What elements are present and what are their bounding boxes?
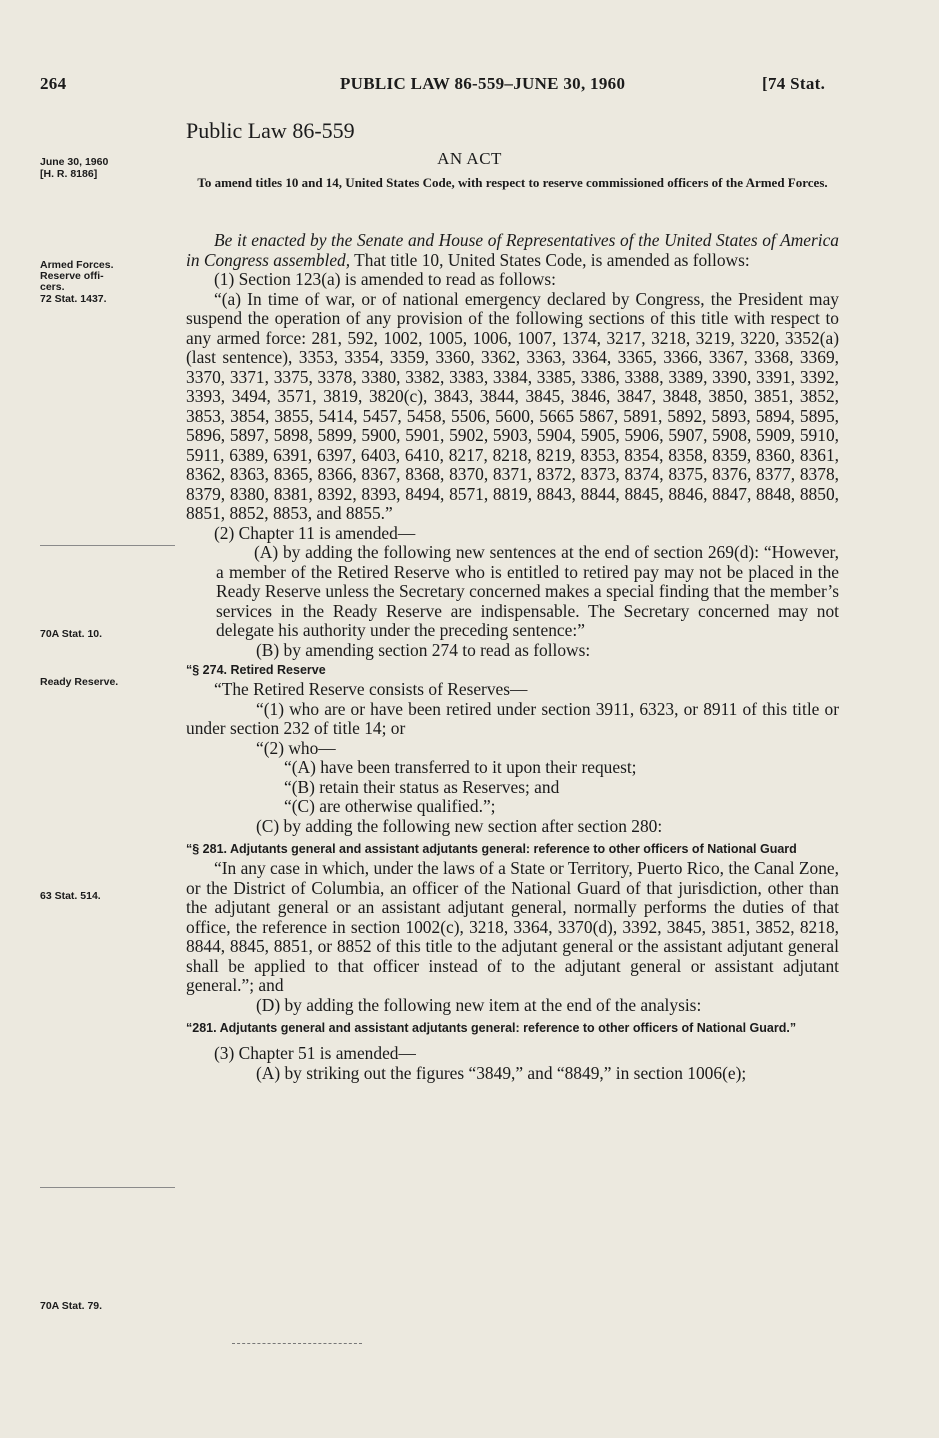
margin-subject-2: Reserve offi- xyxy=(40,270,104,282)
paragraph-2b: (B) by amending section 274 to read as follows: xyxy=(256,639,591,660)
section-274-item-2: “(2) who— xyxy=(256,737,336,758)
section-274-item-1: “(1) who are or have been retired under section 3911, 6323, or 8911 of this title or under section 232 of title 14; or xyxy=(186,698,839,738)
act-heading: AN ACT xyxy=(437,149,502,168)
paragraph-1a: “(a) In time of war, or of national emergency declared by Congress, the President may suspend the operation of any provision of the following sections of this title with respect to any armed force: 281, 592, 1002, 1005, 1006, 1007, 1374, 3217, 3218, 3219, 3220, 3352(a) (last sentence), 3353, 3354, 3359, 3360, 3362, 3363, 3364, 3365, 3366, 3367, 3368, 3369, 3370, 3371, 3375, 3378, 3380, 3382, 3383, 3384, 3385, 3386, 3388, 3389, 3390, 3391, 3392, 3393, 3494, 3571, 3819, 3820(c), 3843, 3844, 3845, 3846, 3847, 3848, 3850, 3851, 3852, 3853, 3854, 3855, 5414, 5457, 5458, 5506, 5600, 5665 5867, 5891, 5892, 5893, 5894, 5895, 5896, 5897, 5898, 5899, 5900, 5901, 5902, 5903, 5904, 5905, 5906, 5907, 5908, 5909, 5910, 5911, 6389, 6391, 6397, 6403, 6410, 8217, 8218, 8219, 8353, 8354, 8358, 8359, 8360, 8361, 8362, 8363, 8365, 8366, 8367, 8368, 8370, 8371, 8372, 8373, 8374, 8375, 8376, 8377, 8378, 8379, 8380, 8381, 8392, 8393, 8494, 8571, 8819, 8843, 8844, 8845, 8846, 8847, 8848, 8850, 8851, 8852, 8853, and 8855.” xyxy=(186,288,839,523)
margin-subject-3: cers. xyxy=(40,281,65,293)
section-274-item-2c: “(C) are otherwise qualified.”; xyxy=(284,796,496,816)
margin-rule xyxy=(40,1187,175,1188)
paragraph-3: (3) Chapter 51 is amended— xyxy=(214,1043,416,1063)
bottom-rule xyxy=(232,1343,362,1344)
margin-ready-reserve: Ready Reserve. xyxy=(40,676,119,688)
enacting-clause-italic: Be it enacted by the Senate and House of Representatives of the United States of America in Congress assembled, xyxy=(186,230,839,270)
paragraph-2: (2) Chapter 11 is amended— xyxy=(214,522,416,543)
margin-subject-1: Armed Forces. xyxy=(40,259,114,271)
paragraph-1: (1) Section 123(a) is amended to read as follows: xyxy=(214,269,556,289)
analysis-item: “281. Adjutants general and assistant adjutants general: reference to other officers of National Guard.” xyxy=(186,1021,797,1035)
section-281-text: “In any case in which, under the laws of a State or Territory, Puerto Rico, the Canal Zone, or the District of Columbia, an officer of the National Guard of that jurisdiction, other than the adjutant general or an assistant adjutant general, normally performs the duties of that office, the reference in section 1002(c), 3218, 3364, 3370(d), 3392, 3845, 3851, 3852, 8218, 8844, 8845, 8851, or 8852 of this title to the adjutant general or the assistant adjutant general shall be applied to that officer instead of to the adjutant general or assistant adjutant general.”; and xyxy=(186,858,839,995)
paragraph-3a: (A) by striking out the figures “3849,” and “8849,” in section 1006(e); xyxy=(256,1062,747,1083)
paragraph-2a: (A) by adding the following new sentences at the end of section 269(d): “However, a member of the Retired Reserve who is entitled to retired pay may not be placed in the Ready Reserve unless the Secretary concerned makes a special finding that the member’s services in the Ready Reserve are indispensable. The Secretary concerned may not delegate his authority under the preceding sentence:” xyxy=(216,542,839,640)
section-274-item-2b: “(B) retain their status as Reserves; and xyxy=(284,776,560,797)
margin-ref-72-stat: 72 Stat. 1437. xyxy=(40,293,107,305)
paragraph-2c: (C) by adding the following new section after section 280: xyxy=(256,815,663,836)
statute-volume: [74 Stat. xyxy=(762,74,826,93)
paragraph-2d: (D) by adding the following new item at the end of the analysis: xyxy=(256,994,702,1015)
margin-ref-70a-79: 70A Stat. 79. xyxy=(40,1300,103,1312)
enacting-clause-rest: That title 10, United States Code, is amended as follows: xyxy=(350,249,750,270)
margin-ref-70a-10: 70A Stat. 10. xyxy=(40,628,103,640)
margin-ref-63-stat: 63 Stat. 514. xyxy=(40,890,101,902)
section-274-text: “The Retired Reserve consists of Reserves— xyxy=(214,679,528,699)
margin-rule xyxy=(40,545,175,546)
law-body xyxy=(186,231,839,1083)
section-281-heading: “§ 281. Adjutants general and assistant adjutants general: reference to other officers of National Guard xyxy=(186,842,797,856)
margin-date: June 30, 1960 xyxy=(40,156,109,168)
section-274-heading: “§ 274. Retired Reserve xyxy=(186,663,326,677)
page-number: 264 xyxy=(40,74,67,93)
margin-bill: [H. R. 8186] xyxy=(40,168,98,180)
act-purpose: To amend titles 10 and 14, United States Code, with respect to reserve commissioned officers of the Armed Forces. xyxy=(197,175,828,190)
enacting-clause xyxy=(186,231,839,270)
running-title: PUBLIC LAW 86-559–JUNE 30, 1960 xyxy=(340,74,626,93)
section-274-item-2a: “(A) have been transferred to it upon their request; xyxy=(284,757,637,777)
public-law-title: Public Law 86-559 xyxy=(186,118,355,143)
